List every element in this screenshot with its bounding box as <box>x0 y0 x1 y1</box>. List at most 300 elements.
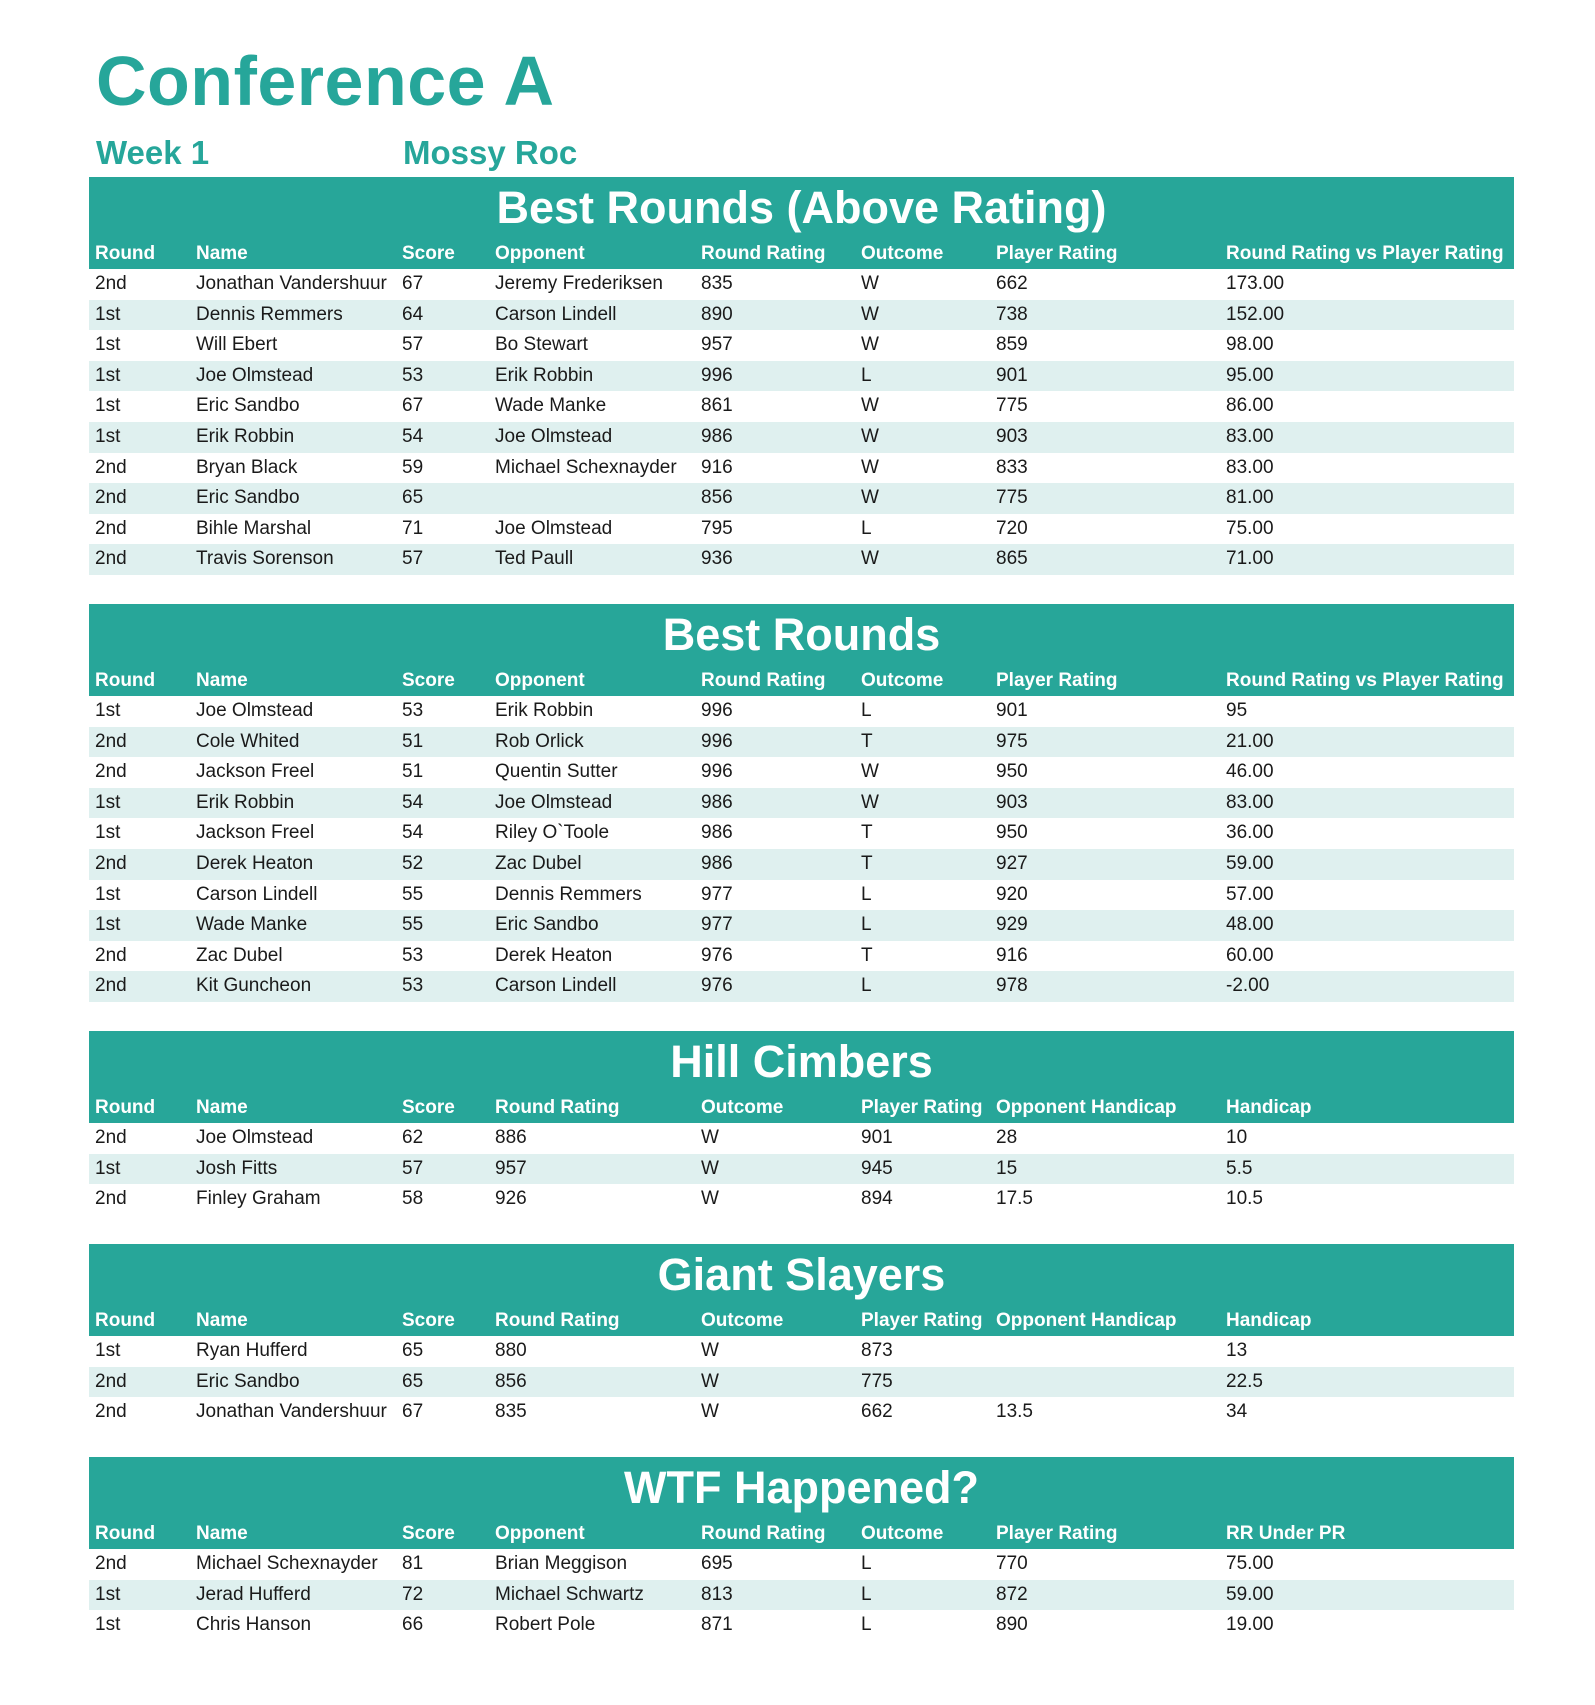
table-cell: Michael Schexnayder <box>196 1553 378 1574</box>
table-cell: 1st <box>95 883 121 905</box>
section-giant-slayers <box>89 1244 1514 1428</box>
section-title: Giant Slayers <box>657 1249 946 1300</box>
table-row <box>89 727 1514 758</box>
table-cell: 2nd <box>95 1370 127 1392</box>
table-cell: 54 <box>402 822 424 844</box>
table-cell: 2nd <box>95 1401 127 1423</box>
table-cell: Bryan Black <box>196 456 298 478</box>
table-cell: W <box>701 1157 719 1179</box>
table-cell: 901 <box>996 700 1028 721</box>
table-cell: Joe Olmstead <box>495 425 613 447</box>
column-header: Name <box>196 1310 248 1331</box>
table-cell: 86.00 <box>1226 395 1274 417</box>
table-cell: 2nd <box>95 1127 127 1148</box>
table-cell: T <box>861 852 873 874</box>
table-row <box>89 818 1514 849</box>
table-cell: 54 <box>402 425 424 447</box>
table-cell: 916 <box>996 944 1028 966</box>
table-cell: Eric Sandbo <box>196 487 300 509</box>
column-header: Player Rating <box>996 670 1118 691</box>
table-cell: 65 <box>402 1340 424 1361</box>
column-header: Round Rating vs Player Rating <box>1226 670 1504 691</box>
table-cell: 2nd <box>95 730 127 752</box>
table-cell: 957 <box>495 1157 527 1179</box>
table-cell: 662 <box>861 1401 893 1423</box>
table-cell: T <box>861 730 873 752</box>
table-cell: Joe Olmstead <box>196 364 314 386</box>
table-cell: 15 <box>996 1157 1018 1179</box>
table-header-row <box>89 668 1514 694</box>
column-header: Handicap <box>1226 1097 1312 1118</box>
table-cell: 871 <box>701 1614 733 1636</box>
table-cell: 986 <box>701 822 733 844</box>
table-cell: Riley O`Toole <box>495 822 610 844</box>
table-cell: Wade Manke <box>196 914 308 936</box>
table-cell: 28 <box>996 1127 1018 1148</box>
table-cell: 976 <box>701 944 733 966</box>
table-cell: 770 <box>996 1553 1028 1574</box>
column-header: Round <box>95 243 156 264</box>
table-cell: Joe Olmstead <box>495 791 613 813</box>
table-cell: 57 <box>402 334 424 356</box>
table-cell: T <box>861 944 873 966</box>
table-cell: 996 <box>701 761 733 783</box>
table-row <box>89 971 1514 1002</box>
column-header: Opponent Handicap <box>996 1097 1177 1118</box>
table-cell: 1st <box>95 395 121 417</box>
page-title: Conference A <box>96 42 555 120</box>
table-cell: Michael Schexnayder <box>495 456 677 478</box>
table-cell: Josh Fitts <box>196 1157 278 1179</box>
table-cell: 62 <box>402 1127 424 1148</box>
table-cell: W <box>701 1370 719 1392</box>
table-row <box>89 1154 1514 1185</box>
column-header: Outcome <box>861 670 944 691</box>
section-best-rounds-above-rating <box>89 177 1514 575</box>
table-cell: 2nd <box>95 517 127 539</box>
table-row <box>89 849 1514 880</box>
table-cell: Wade Manke <box>495 395 607 417</box>
table-cell: 901 <box>996 364 1028 386</box>
table-cell: Carson Lindell <box>495 975 617 997</box>
table-header-row <box>89 1095 1514 1121</box>
table-cell: Jackson Freel <box>196 761 315 783</box>
table-cell: Dennis Remmers <box>196 303 343 325</box>
table-cell: 173.00 <box>1226 273 1285 294</box>
table-cell: 60.00 <box>1226 944 1274 966</box>
column-header: Score <box>402 1310 455 1331</box>
table-cell: 65 <box>402 487 424 509</box>
table-cell: Rob Orlick <box>495 730 584 752</box>
table-cell: 152.00 <box>1226 303 1285 325</box>
table-cell: 1st <box>95 1340 121 1361</box>
table-row <box>89 391 1514 422</box>
table-cell: Eric Sandbo <box>495 914 599 936</box>
table-cell: 59 <box>402 456 424 478</box>
section-banner <box>89 177 1514 269</box>
column-header: Player Rating <box>996 243 1118 264</box>
table-header-row <box>89 1521 1514 1547</box>
table-cell: 916 <box>701 456 733 478</box>
table-cell: 2nd <box>95 944 127 966</box>
table-cell: 1st <box>95 822 121 844</box>
table-cell: 55 <box>402 914 424 936</box>
table-cell: 865 <box>996 548 1028 570</box>
table-cell: Cole Whited <box>196 730 300 752</box>
table-cell: 83.00 <box>1226 456 1274 478</box>
table-cell: 1st <box>95 914 121 936</box>
table-row <box>89 1184 1514 1215</box>
table-cell: 2nd <box>95 1553 127 1574</box>
table-body <box>89 1336 1514 1428</box>
table-cell: 856 <box>495 1370 527 1392</box>
table-cell: 2nd <box>95 487 127 509</box>
column-header: Round Rating <box>495 1310 620 1331</box>
table-cell: Jonathan Vandershuur <box>196 1401 387 1423</box>
table-cell: 945 <box>861 1157 893 1179</box>
table-cell: Zac Dubel <box>495 852 582 874</box>
table-body <box>89 1123 1514 1215</box>
table-cell: 996 <box>701 730 733 752</box>
table-header-row <box>89 1308 1514 1334</box>
table-cell: 2nd <box>95 975 127 997</box>
table-cell: 95.00 <box>1226 364 1274 386</box>
table-cell: 890 <box>701 303 733 325</box>
table-body <box>89 696 1514 1002</box>
column-header: Outcome <box>861 1523 944 1544</box>
table-cell: -2.00 <box>1226 975 1270 997</box>
table-cell: 903 <box>996 425 1028 447</box>
table-cell: 886 <box>495 1127 527 1148</box>
table-cell: Quentin Sutter <box>495 761 618 783</box>
table-cell: 13 <box>1226 1340 1248 1361</box>
table-cell: 957 <box>701 334 733 356</box>
column-header: RR Under PR <box>1226 1523 1346 1544</box>
table-cell: Joe Olmstead <box>495 517 613 539</box>
table-cell: 936 <box>701 548 733 570</box>
table-cell: Eric Sandbo <box>196 395 300 417</box>
table-cell: 1st <box>95 700 121 721</box>
table-cell: Jackson Freel <box>196 822 315 844</box>
table-row <box>89 1123 1514 1154</box>
table-cell: 720 <box>996 517 1028 539</box>
table-cell: W <box>861 761 879 783</box>
table-row <box>89 422 1514 453</box>
table-cell: 51 <box>402 761 424 783</box>
column-header: Round Rating <box>495 1097 620 1118</box>
table-cell: Erik Robbin <box>495 364 594 386</box>
table-cell: Erik Robbin <box>196 791 295 813</box>
table-cell: W <box>701 1340 719 1361</box>
table-cell: 81.00 <box>1226 487 1274 509</box>
table-cell: 894 <box>861 1188 893 1210</box>
table-cell: 65 <box>402 1370 424 1392</box>
column-header: Opponent Handicap <box>996 1310 1177 1331</box>
table-cell: T <box>861 822 873 844</box>
table-cell: 986 <box>701 791 733 813</box>
table-cell: 890 <box>996 1614 1028 1636</box>
table-cell: 51 <box>402 730 424 752</box>
table-cell: 2nd <box>95 456 127 478</box>
table-cell: 83.00 <box>1226 425 1274 447</box>
table-cell: 48.00 <box>1226 914 1274 936</box>
section-banner <box>89 1457 1514 1549</box>
table-cell: 813 <box>701 1583 733 1605</box>
table-cell: 21.00 <box>1226 730 1274 752</box>
table-cell: Ted Paull <box>495 548 574 570</box>
table-cell: 75.00 <box>1226 1553 1274 1574</box>
column-header: Outcome <box>701 1097 784 1118</box>
table-cell: 67 <box>402 273 424 294</box>
table-cell: 2nd <box>95 761 127 783</box>
column-header: Round Rating <box>701 243 826 264</box>
section-banner <box>89 604 1514 696</box>
table-row <box>89 514 1514 545</box>
table-cell: L <box>861 517 872 539</box>
table-cell: 72 <box>402 1583 424 1605</box>
table-cell: W <box>861 456 879 478</box>
table-cell: 775 <box>996 395 1028 417</box>
table-cell: 986 <box>701 425 733 447</box>
table-cell: Zac Dubel <box>196 944 283 966</box>
table-cell: 835 <box>495 1401 527 1423</box>
column-header: Score <box>402 1097 455 1118</box>
table-cell: Michael Schwartz <box>495 1583 644 1605</box>
table-cell: W <box>701 1401 719 1423</box>
section-banner <box>89 1031 1514 1123</box>
column-header: Score <box>402 1523 455 1544</box>
table-cell: 57.00 <box>1226 883 1274 905</box>
table-cell: 67 <box>402 395 424 417</box>
table-cell: 1st <box>95 425 121 447</box>
table-cell: 901 <box>861 1127 893 1148</box>
table-cell: 71.00 <box>1226 548 1274 570</box>
table-cell: 775 <box>996 487 1028 509</box>
table-cell: 83.00 <box>1226 791 1274 813</box>
table-cell: W <box>861 791 879 813</box>
table-row <box>89 1549 1514 1580</box>
table-cell: 2nd <box>95 852 127 874</box>
table-cell: 976 <box>701 975 733 997</box>
table-cell: 98.00 <box>1226 334 1274 356</box>
table-cell: 1st <box>95 334 121 356</box>
column-header: Handicap <box>1226 1310 1312 1331</box>
table-cell: 52 <box>402 852 424 874</box>
column-header: Round <box>95 1310 156 1331</box>
column-header: Name <box>196 1097 248 1118</box>
table-cell: W <box>861 273 879 294</box>
table-cell: 54 <box>402 791 424 813</box>
column-header: Round Rating vs Player Rating <box>1226 243 1504 264</box>
table-cell: W <box>861 548 879 570</box>
table-row <box>89 696 1514 727</box>
table-cell: W <box>861 395 879 417</box>
table-cell: 95 <box>1226 700 1248 721</box>
table-cell: 986 <box>701 852 733 874</box>
table-cell: 856 <box>701 487 733 509</box>
table-cell: Robert Pole <box>495 1614 596 1636</box>
table-cell: Bihle Marshal <box>196 517 312 539</box>
section-title: WTF Happened? <box>624 1462 979 1513</box>
column-header: Outcome <box>861 243 944 264</box>
table-cell: Jonathan Vandershuur <box>196 273 387 294</box>
table-cell: 950 <box>996 761 1028 783</box>
table-cell: 55 <box>402 883 424 905</box>
table-cell: 920 <box>996 883 1028 905</box>
table-cell: 58 <box>402 1188 424 1210</box>
table-row <box>89 880 1514 911</box>
table-cell: W <box>701 1127 719 1148</box>
table-cell: L <box>861 364 872 386</box>
table-cell: 873 <box>861 1340 893 1361</box>
column-header: Name <box>196 243 248 264</box>
table-cell: 927 <box>996 852 1028 874</box>
table-cell: Derek Heaton <box>196 852 314 874</box>
venue-label: Mossy Roc <box>403 134 578 171</box>
table-cell: Eric Sandbo <box>196 1370 300 1392</box>
section-wtf-happened <box>89 1457 1514 1641</box>
table-cell: 662 <box>996 273 1028 294</box>
column-header: Score <box>402 670 455 691</box>
table-cell: 833 <box>996 456 1028 478</box>
table-row <box>89 483 1514 514</box>
table-cell: L <box>861 914 872 936</box>
table-cell: Bo Stewart <box>495 334 588 356</box>
table-cell: 71 <box>402 517 424 539</box>
table-cell: 57 <box>402 548 424 570</box>
table-row <box>89 941 1514 972</box>
table-row <box>89 757 1514 788</box>
table-cell: 22.5 <box>1226 1370 1263 1392</box>
table-row <box>89 1367 1514 1398</box>
table-cell: 975 <box>996 730 1028 752</box>
table-cell: W <box>861 334 879 356</box>
table-cell: Kit Guncheon <box>196 975 312 997</box>
column-header: Outcome <box>701 1310 784 1331</box>
table-cell: 59.00 <box>1226 852 1274 874</box>
table-row <box>89 361 1514 392</box>
table-body <box>89 1549 1514 1641</box>
column-header: Player Rating <box>861 1310 983 1331</box>
table-row <box>89 910 1514 941</box>
table-cell: 57 <box>402 1157 424 1179</box>
table-cell: Erik Robbin <box>196 425 295 447</box>
table-row <box>89 788 1514 819</box>
column-header: Score <box>402 243 455 264</box>
table-cell: Joe Olmstead <box>196 700 314 721</box>
table-row <box>89 453 1514 484</box>
table-cell: 2nd <box>95 548 127 570</box>
table-cell: 34 <box>1226 1401 1248 1423</box>
table-cell: 53 <box>402 975 424 997</box>
table-row <box>89 330 1514 361</box>
table-row <box>89 300 1514 331</box>
table-cell: 1st <box>95 303 121 325</box>
table-cell: 835 <box>701 273 733 294</box>
column-header: Opponent <box>495 1523 585 1544</box>
column-header: Name <box>196 1523 248 1544</box>
table-cell: L <box>861 883 872 905</box>
table-cell: 977 <box>701 883 733 905</box>
table-cell: 13.5 <box>996 1401 1033 1423</box>
table-cell: 53 <box>402 364 424 386</box>
column-header: Name <box>196 670 248 691</box>
table-cell: Jerad Hufferd <box>196 1583 311 1605</box>
table-row <box>89 544 1514 575</box>
table-header-row <box>89 241 1514 267</box>
table-cell: 1st <box>95 1583 121 1605</box>
table-cell: Will Ebert <box>196 334 278 356</box>
table-cell: 929 <box>996 914 1028 936</box>
table-cell: L <box>861 700 872 721</box>
table-cell: L <box>861 1583 872 1605</box>
column-header: Opponent <box>495 670 585 691</box>
table-cell: 67 <box>402 1401 424 1423</box>
table-cell: Erik Robbin <box>495 700 594 721</box>
table-cell: Travis Sorenson <box>196 548 334 570</box>
column-header: Player Rating <box>996 1523 1118 1544</box>
table-cell: W <box>701 1188 719 1210</box>
section-title: Hill Cimbers <box>670 1036 933 1087</box>
section-banner <box>89 1244 1514 1336</box>
table-cell: 861 <box>701 395 733 417</box>
section-hill-climbers <box>89 1031 1514 1215</box>
table-row <box>89 269 1514 300</box>
table-cell: 859 <box>996 334 1028 356</box>
table-cell: 46.00 <box>1226 761 1274 783</box>
table-cell: Chris Hanson <box>196 1614 312 1636</box>
table-cell: Jeremy Frederiksen <box>495 273 663 294</box>
table-row <box>89 1610 1514 1641</box>
column-header: Player Rating <box>861 1097 983 1118</box>
table-cell: 977 <box>701 914 733 936</box>
table-cell: 903 <box>996 791 1028 813</box>
table-cell: Finley Graham <box>196 1188 321 1210</box>
table-cell: 1st <box>95 791 121 813</box>
table-cell: 738 <box>996 303 1028 325</box>
week-label: Week 1 <box>96 134 210 171</box>
column-header: Round <box>95 670 156 691</box>
table-cell: L <box>861 975 872 997</box>
table-cell: Dennis Remmers <box>495 883 642 905</box>
table-cell: 775 <box>861 1370 893 1392</box>
table-cell: 53 <box>402 700 424 721</box>
table-cell: 81 <box>402 1553 424 1574</box>
column-header: Round Rating <box>701 670 826 691</box>
column-header: Round Rating <box>701 1523 826 1544</box>
section-title: Best Rounds (Above Rating) <box>496 182 1107 233</box>
table-cell: 978 <box>996 975 1028 997</box>
column-header: Opponent <box>495 243 585 264</box>
table-cell: 2nd <box>95 1188 127 1210</box>
table-cell: L <box>861 1553 872 1574</box>
table-cell: Ryan Hufferd <box>196 1340 308 1361</box>
table-cell: W <box>861 303 879 325</box>
table-cell: Carson Lindell <box>196 883 318 905</box>
table-cell: 880 <box>495 1340 527 1361</box>
table-row <box>89 1580 1514 1611</box>
table-cell: 950 <box>996 822 1028 844</box>
table-cell: 996 <box>701 700 733 721</box>
table-row <box>89 1336 1514 1367</box>
table-cell: 17.5 <box>996 1188 1033 1210</box>
table-cell: 1st <box>95 1157 121 1179</box>
table-cell: 10.5 <box>1226 1188 1263 1210</box>
table-cell: 926 <box>495 1188 527 1210</box>
table-cell: 1st <box>95 1614 121 1636</box>
table-row <box>89 1397 1514 1428</box>
table-cell: Joe Olmstead <box>196 1127 314 1148</box>
